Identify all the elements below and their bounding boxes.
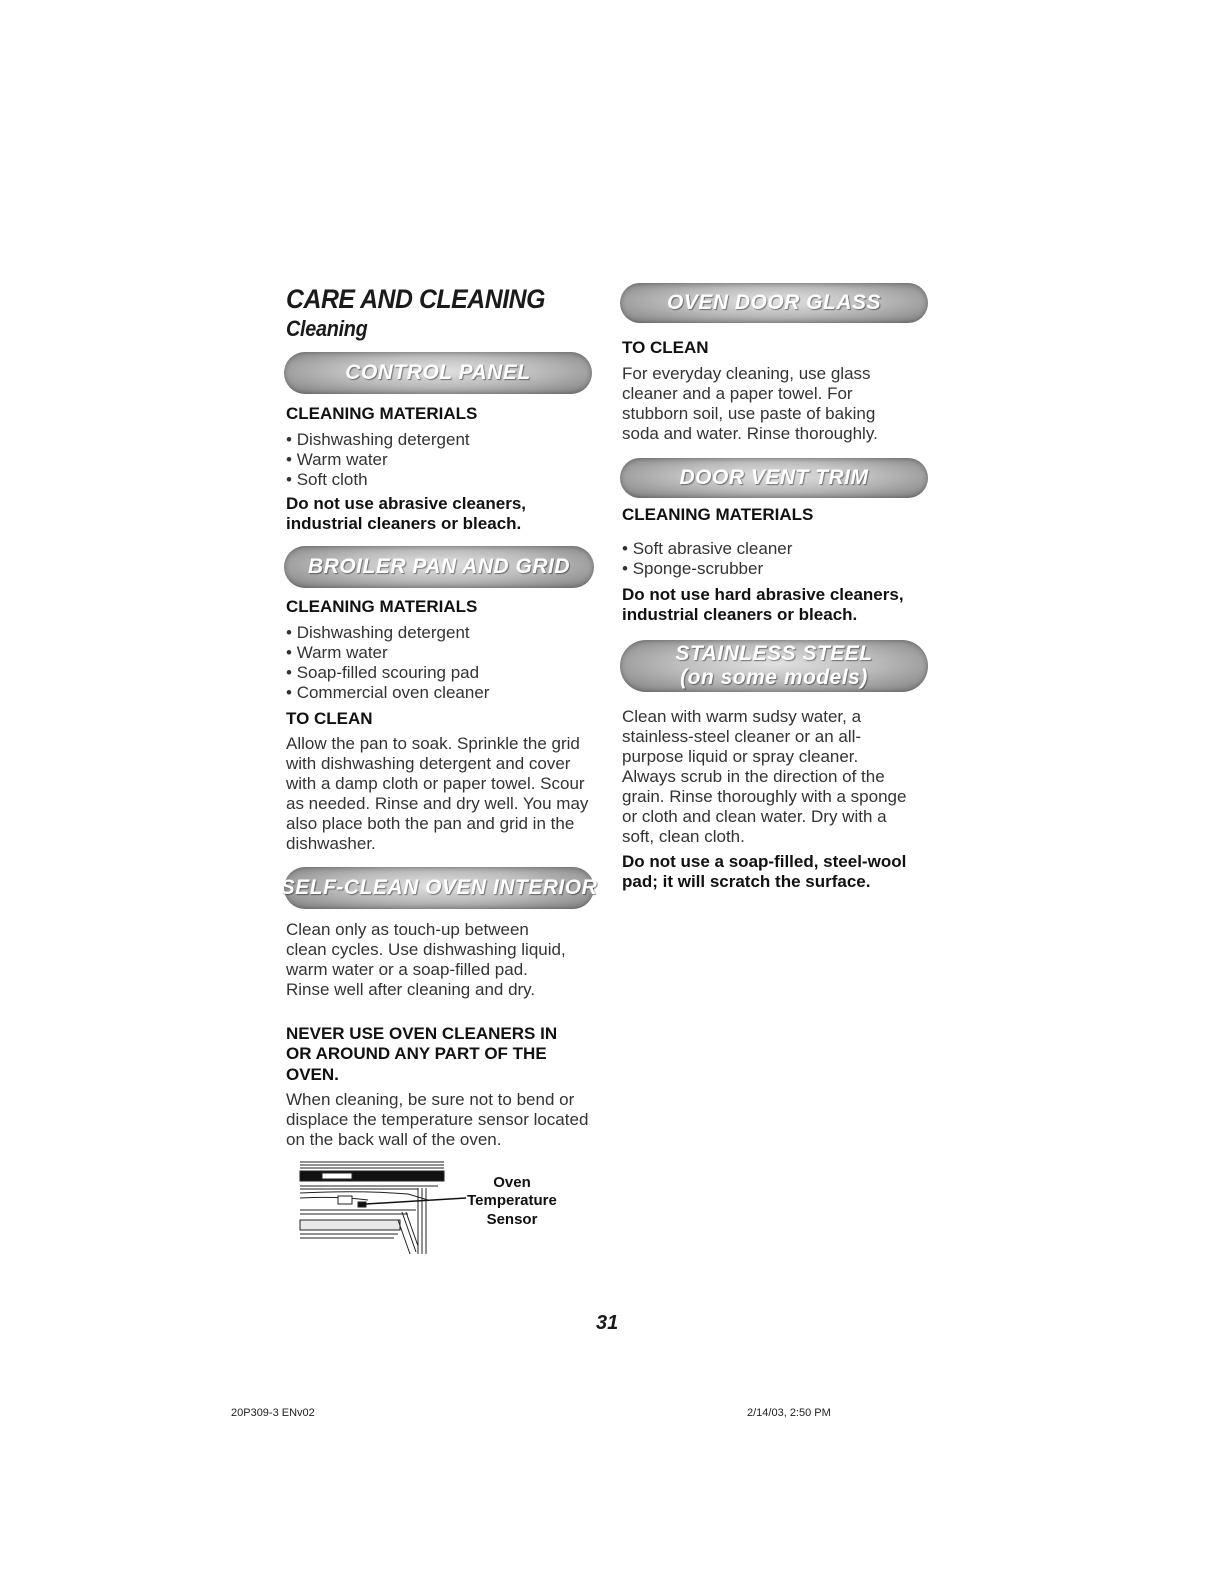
oven-door-glass-text: For everyday cleaning, use glass cleaner and a paper towel. For stubborn soil, use paste of baking soda and water. Rinse thoroughly.	[622, 364, 878, 444]
door-vent-trim-banner-label: DOOR VENT TRIM	[679, 465, 869, 489]
control-panel-warning: Do not use abrasive cleaners, industrial cleaners or bleach.	[286, 494, 526, 534]
broiler-to-clean-text: Allow the pan to soak. Sprinkle the grid with dishwashing detergent and cover with a damp cloth or paper towel. Scour as needed. Rinse and dry well. You may also place both the pan and grid in the dishwasher.	[286, 734, 589, 854]
door-vent-trim-materials-heading: CLEANING MATERIALS	[622, 505, 814, 524]
door-vent-trim-banner	[620, 458, 928, 498]
self-clean-text-2: When cleaning, be sure not to bend or displace the temperature sensor located on the back wall of the oven.	[286, 1090, 589, 1150]
door-vent-trim-materials-list	[622, 539, 922, 579]
page-number: 31	[596, 1312, 619, 1334]
footer-doc-code: 20P309-3 ENv02	[231, 1407, 315, 1419]
control-panel-materials-list	[286, 430, 586, 490]
list-item: • Sponge-scrubber	[622, 559, 922, 579]
stainless-steel-banner	[620, 640, 928, 692]
broiler-materials-list	[286, 623, 586, 703]
list-item: • Soft cloth	[286, 470, 586, 490]
door-vent-trim-warning: Do not use hard abrasive cleaners, industrial cleaners or bleach.	[622, 585, 904, 625]
broiler-banner-label: BROILER PAN AND GRID	[308, 554, 570, 578]
control-panel-banner	[284, 352, 592, 394]
list-item: • Commercial oven cleaner	[286, 683, 586, 703]
self-clean-banner-label: SELF-CLEAN OVEN INTERIOR	[280, 875, 598, 899]
list-item: • Dishwashing detergent	[286, 430, 586, 450]
sensor-label-line: Oven	[493, 1174, 531, 1191]
list-item: • Soft abrasive cleaner	[622, 539, 922, 559]
self-clean-banner	[280, 867, 598, 909]
list-item: • Dishwashing detergent	[286, 623, 586, 643]
broiler-to-clean-heading: TO CLEAN	[286, 709, 373, 728]
stainless-steel-text: Clean with warm sudsy water, a stainless-steel cleaner or an all-purpose liquid or spray cleaner. Always scrub in the direction of the grain. Rinse thoroughly with a sponge or cloth and clean water. Dry with a soft, clean cloth.	[622, 707, 907, 847]
sensor-label-line: Temperature	[467, 1192, 557, 1210]
control-panel-banner-label: CONTROL PANEL	[345, 360, 531, 384]
oven-door-glass-banner-label: OVEN DOOR GLASS	[666, 290, 882, 314]
oven-door-glass-to-clean-heading: TO CLEAN	[622, 338, 709, 357]
self-clean-warning: NEVER USE OVEN CLEANERS IN OR AROUND ANY PART OF THE OVEN.	[286, 1024, 558, 1084]
stainless-steel-banner-note: (on some models)	[680, 666, 868, 689]
stainless-steel-warning: Do not use a soap-filled, steel-wool pad; it will scratch the surface.	[622, 852, 907, 892]
control-panel-materials-heading: CLEANING MATERIALS	[286, 404, 478, 423]
page-title: CARE AND CLEANING	[286, 284, 545, 314]
self-clean-text: Clean only as touch-up between clean cycles. Use dishwashing liquid, warm water or a soap-filled pad. Rinse well after cleaning and dry.	[286, 920, 566, 1000]
list-item: • Soap-filled scouring pad	[286, 663, 586, 683]
page-subtitle: Cleaning	[286, 316, 368, 341]
oven-door-glass-banner	[620, 283, 928, 323]
stainless-steel-banner-label: STAINLESS STEEL	[675, 641, 873, 665]
broiler-banner	[284, 546, 594, 588]
list-item: • Warm water	[286, 643, 586, 663]
oven-sensor-illustration	[298, 1160, 468, 1256]
list-item: • Warm water	[286, 450, 586, 470]
footer-timestamp: 2/14/03, 2:50 PM	[747, 1407, 831, 1419]
oven-sensor-label	[462, 1174, 562, 1229]
broiler-materials-heading: CLEANING MATERIALS	[286, 597, 478, 616]
sensor-label-line: Sensor	[486, 1210, 538, 1228]
